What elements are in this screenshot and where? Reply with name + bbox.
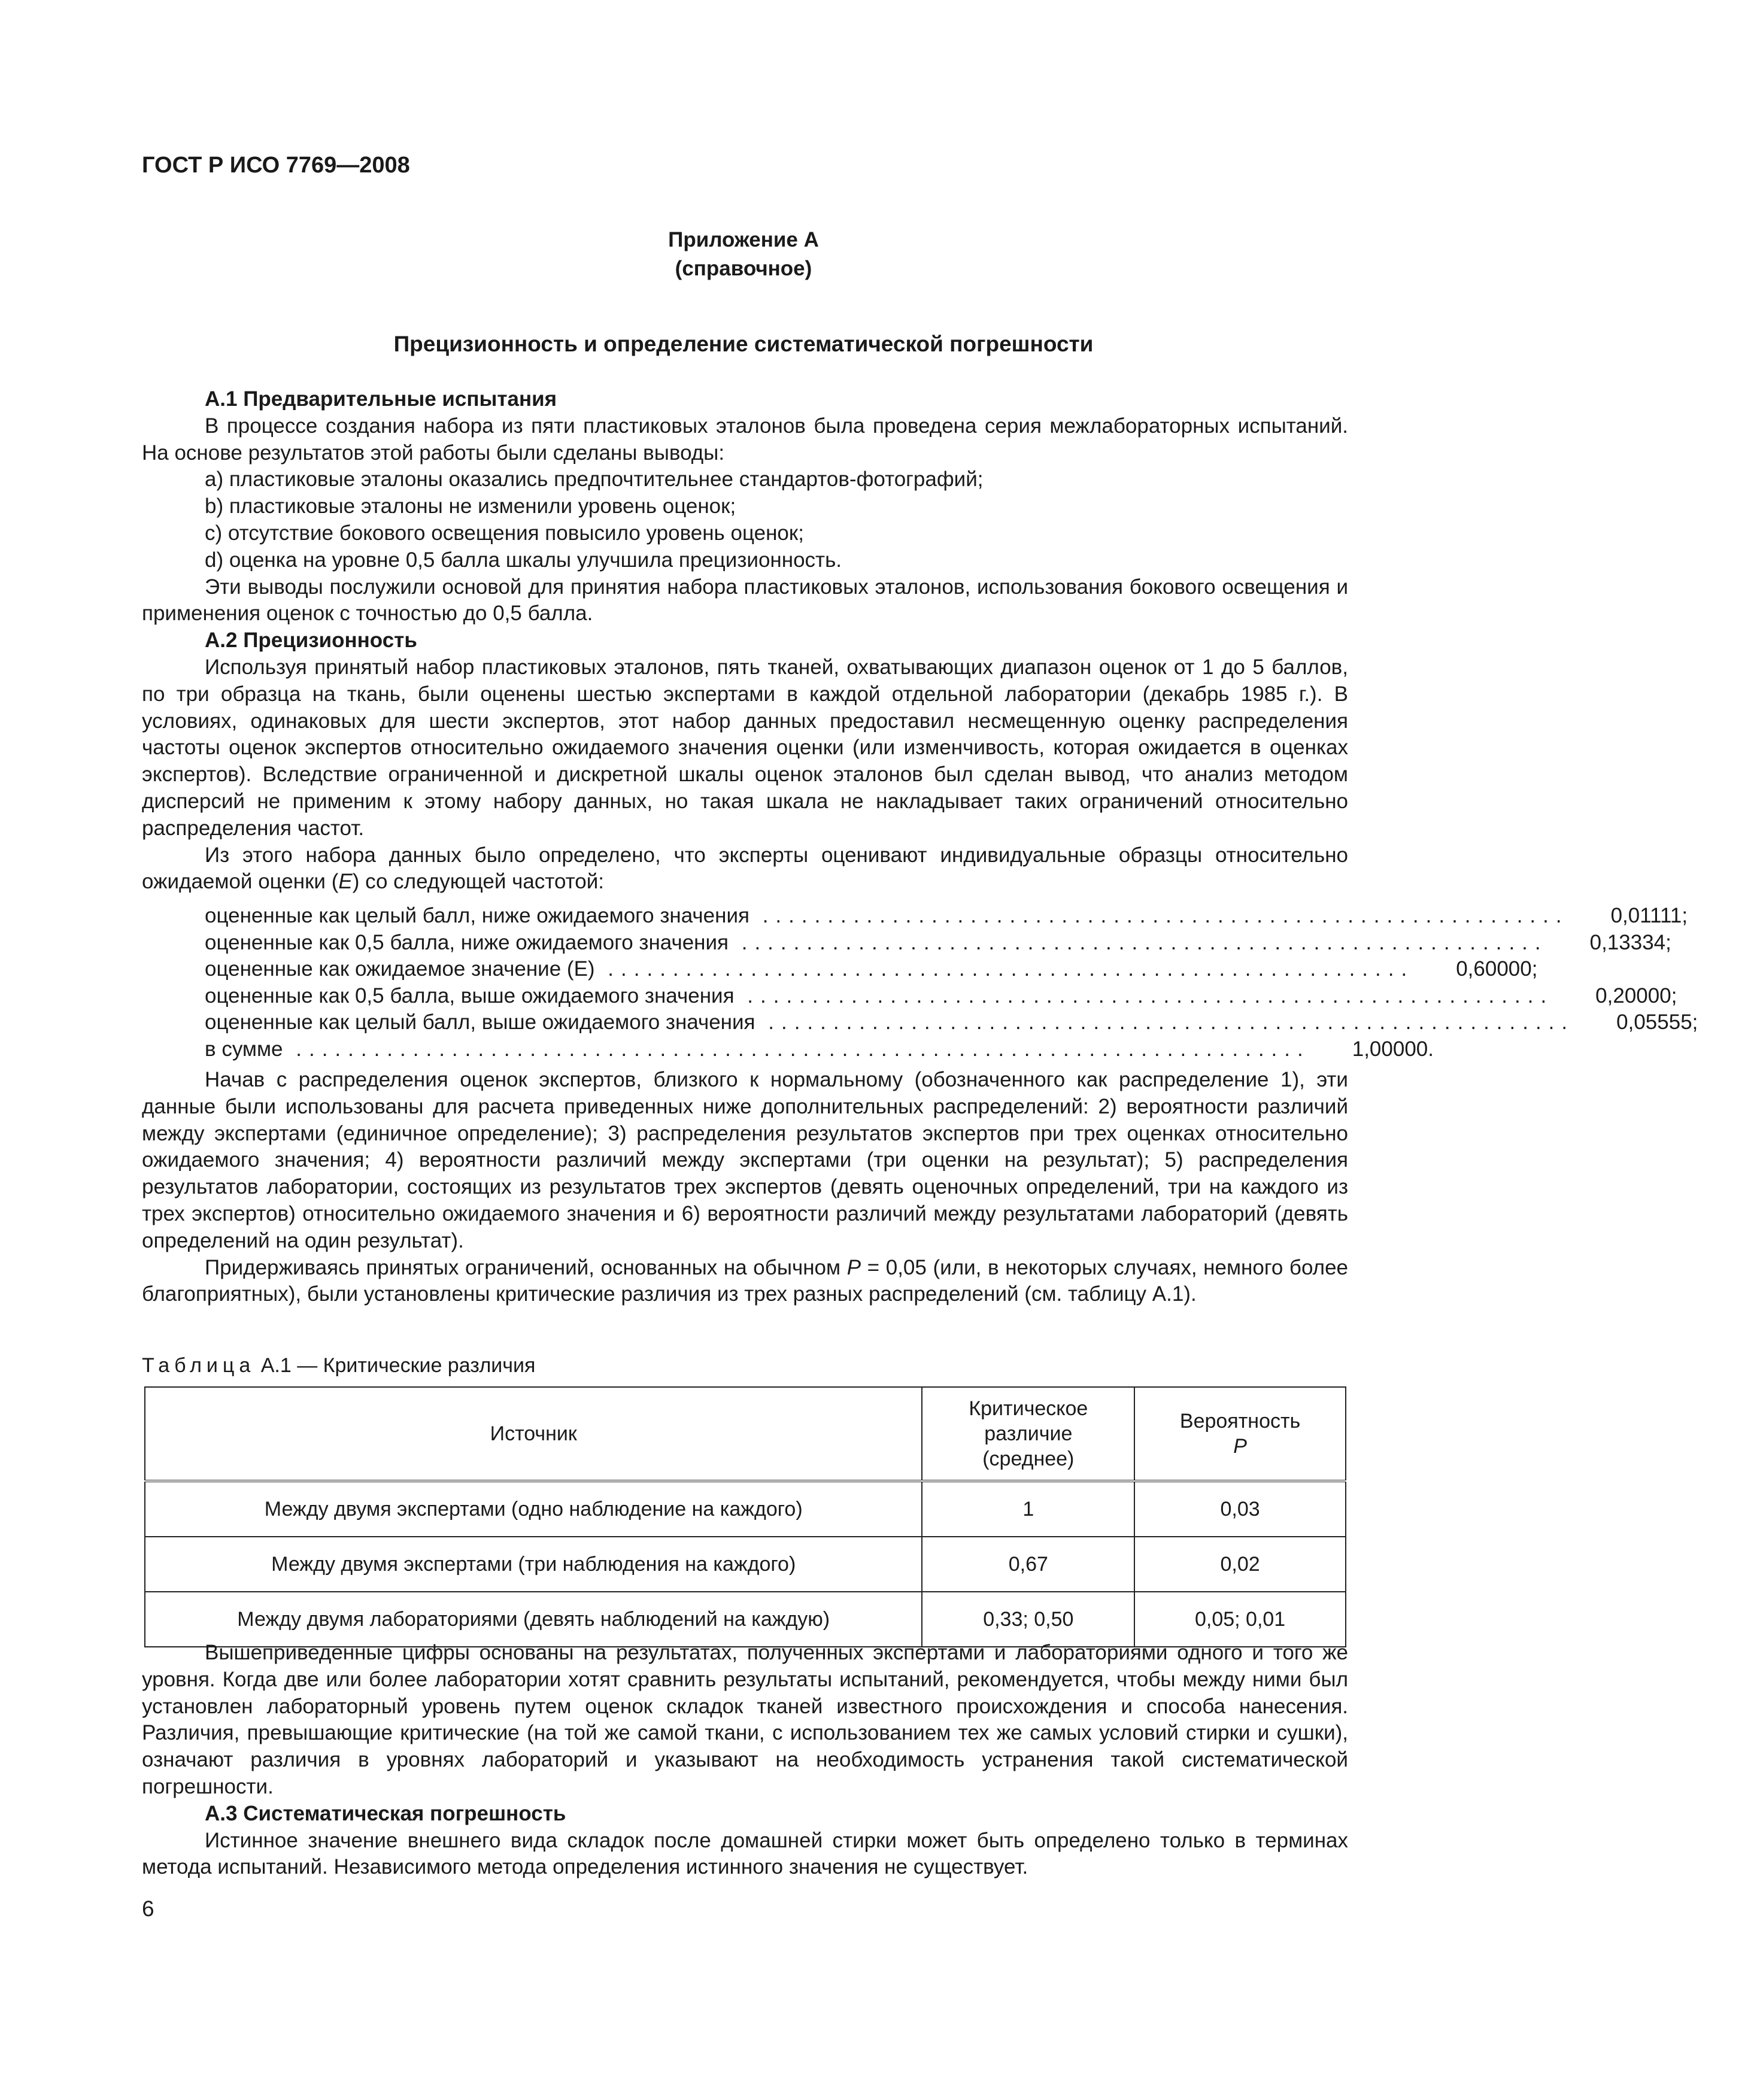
list-item bbox=[205, 1036, 1434, 1063]
annex-heading bbox=[142, 226, 1345, 283]
caption-title: А.1 — Критические различия bbox=[255, 1354, 536, 1377]
header-diff-line: различие bbox=[984, 1422, 1073, 1445]
table-caption bbox=[142, 1354, 535, 1377]
section-a3-text: Истинное значение внешнего вида складок после домашней стирки может быть определено только в терминах метода испытаний. Независимого метода определения истинного значения не существует. bbox=[142, 1828, 1348, 1879]
body-block-1 bbox=[142, 386, 1348, 896]
frequency-label: оцененные как 0,5 балла, ниже ожидаемого значения bbox=[205, 930, 729, 954]
after-table-text: Вышеприведенные цифры основаны на результатах, полученных экспертами и лабораториями одного и того же уровня. Когда две или более лаборатории хотят сравнить результаты испытаний, рекомендуется, чтобы между ними был установлен лабораторный уровень путем оценок складок тканей известного происхождения и способа нанесения. Различия, превышающие критические (на той же самой ткани, с использованием тех же самых условий стирки и сушки), означают различия в уровнях лабораторий и указывают на необходимость устранения такой систематической погрешности. bbox=[142, 1641, 1348, 1798]
body-block-2 bbox=[142, 1067, 1348, 1308]
list-item bbox=[205, 956, 1538, 983]
list-item bbox=[205, 903, 1688, 930]
frequency-value: 0,05555; bbox=[1616, 1010, 1698, 1034]
list-item bbox=[205, 1009, 1698, 1036]
frequency-label: в сумме bbox=[205, 1037, 283, 1061]
cell-diff: 0,33; 0,50 bbox=[922, 1592, 1134, 1647]
header-diff-line: (среднее) bbox=[982, 1447, 1075, 1470]
main-title: Прецизионность и определение систематической погрешности bbox=[393, 332, 1094, 356]
frequency-label: оцененные как целый балл, выше ожидаемого значения bbox=[205, 1010, 755, 1034]
dot-leader: .............................................................................. bbox=[283, 1037, 1310, 1061]
table-row bbox=[145, 1537, 1346, 1592]
header-prob-line: Вероятность bbox=[1179, 1410, 1301, 1433]
table-row bbox=[145, 1592, 1346, 1647]
symbol-p: Р bbox=[1233, 1435, 1247, 1458]
header-prob-symbol bbox=[1136, 1434, 1345, 1459]
cell-source: Между двумя экспертами (три наблюдения на каждого) bbox=[145, 1537, 922, 1592]
list-item: b) пластиковые эталоны не изменили уровень оценок; bbox=[205, 494, 736, 518]
frequency-label: оцененные как целый балл, ниже ожидаемого значения bbox=[205, 904, 749, 927]
frequency-value: 0,01111; bbox=[1610, 904, 1688, 927]
frequency-list bbox=[205, 903, 1698, 1063]
para4-text-b: = 0,05 (или, в некоторых случаях, немного более благоприятных), были установлены критические различия из трех разных распределений (см. таблицу А.1). bbox=[142, 1255, 1349, 1306]
list-item: а) пластиковые эталоны оказались предпочтительнее стандартов-фотографий; bbox=[205, 468, 984, 491]
para4-text-a: Придерживаясь принятых ограничений, основанных на обычном bbox=[205, 1255, 847, 1279]
dot-leader: .............................................................. bbox=[755, 1010, 1575, 1034]
section-a2-para3: Начав с распределения оценок экспертов, близкого к нормальному (обозначенного как распределение 1), эти данные были использованы для расчета приведенных ниже дополнительных распределений: 2) вероятности различий между экспертами (единичное определение); 3) распределения результатов экспертов при трех оценках относительно ожидаемого значения; 4) вероятности различий между экспертами (три оценки на результат); 5) распределения результатов лаборатории, состоящих из результатов трех экспертов (девять оценочных определений, три на каждого из трех экспертов) относительно ожидаемого значения и 6) вероятности различий между результатами лабораторий (девять определений на один результат). bbox=[142, 1068, 1348, 1252]
list-item: d) оценка на уровне 0,5 балла шкалы улучшила прецизионность. bbox=[205, 548, 842, 572]
dot-leader: .............................................................. bbox=[729, 930, 1548, 954]
section-a1-intro: В процессе создания набора из пяти пластиковых эталонов была проведена серия межлабораторных испытаний. На основе результатов этой работы были сделаны выводы: bbox=[142, 414, 1348, 465]
annex-title: Приложение А bbox=[668, 228, 819, 251]
header-probability bbox=[1134, 1387, 1346, 1481]
cell-source: Между двумя лабораториями (девять наблюдений на каждую) bbox=[145, 1592, 922, 1647]
page-number: 6 bbox=[142, 1896, 154, 1921]
section-a3-heading: А.3 Систематическая погрешность bbox=[205, 1801, 566, 1825]
header-diff-line: Критическое bbox=[969, 1397, 1088, 1420]
dot-leader: .............................................................. bbox=[734, 984, 1554, 1007]
cell-prob: 0,05; 0,01 bbox=[1134, 1592, 1346, 1647]
dot-leader: .............................................................. bbox=[594, 957, 1415, 981]
cell-diff: 1 bbox=[922, 1481, 1134, 1537]
list-item bbox=[205, 983, 1677, 1010]
dot-leader: .............................................................. bbox=[749, 904, 1569, 927]
frequency-value: 0,60000; bbox=[1456, 957, 1538, 981]
document-id: ГОСТ Р ИСО 7769—2008 bbox=[142, 153, 410, 178]
para2-text-b: ) со следующей частотой: bbox=[352, 870, 605, 894]
caption-prefix: Таблица bbox=[142, 1354, 256, 1377]
frequency-label: оцененные как ожидаемое значение (Е) bbox=[205, 957, 595, 981]
list-item: c) отсутствие бокового освещения повысило уровень оценок; bbox=[205, 521, 804, 545]
frequency-value: 1,00000. bbox=[1352, 1037, 1434, 1061]
annex-subtitle: (справочное) bbox=[675, 257, 812, 280]
body-block-3 bbox=[142, 1640, 1348, 1881]
header-critical-difference bbox=[922, 1387, 1134, 1481]
cell-source: Между двумя экспертами (одно наблюдение на каждого) bbox=[145, 1481, 922, 1537]
cell-prob: 0,03 bbox=[1134, 1481, 1346, 1537]
section-a1-conclusion: Эти выводы послужили основой для принятия набора пластиковых эталонов, использования бокового освещения и применения оценок с точностью до 0,5 балла. bbox=[142, 575, 1348, 626]
table-header-row bbox=[145, 1387, 1346, 1481]
section-a2-para4 bbox=[142, 1255, 1348, 1309]
section-a2-heading: А.2 Прецизионность bbox=[205, 629, 417, 653]
para2-text-a: Из этого набора данных было определено, что эксперты оценивают индивидуальные образцы относительно ожидаемой оценки ( bbox=[142, 843, 1348, 894]
cell-prob: 0,02 bbox=[1134, 1537, 1346, 1592]
symbol-p: Р bbox=[846, 1255, 861, 1279]
symbol-e: Е bbox=[338, 870, 353, 894]
section-a2-para2 bbox=[142, 842, 1348, 896]
section-a2-para1: Используя принятый набор пластиковых эталонов, пять тканей, охватывающих диапазон оценок от 1 до 5 баллов, по три образца на ткань, были оценены шестью экспертами в каждой отдельной лаборатории (декабрь 1985 г.). В условиях, одинаковых для шести экспертов, этот набор данных предоставил несмещенную оценку распределения частоты оценок экспертов относительно ожидаемого значения оценки (или изменчивость, которая ожидается в оценках экспертов). Вследствие ограниченной и дискретной шкалы оценок эталонов был сделан вывод, что анализ методом дисперсий не применим к этому набору данных, но такая шкала не накладывает таких ограничений относительно распределения частот. bbox=[142, 655, 1348, 840]
section-a1-heading: А.1 Предварительные испытания bbox=[205, 387, 557, 411]
frequency-label: оцененные как 0,5 балла, выше ожидаемого значения bbox=[205, 984, 735, 1007]
cell-diff: 0,67 bbox=[922, 1537, 1134, 1592]
header-source: Источник bbox=[145, 1387, 922, 1481]
frequency-value: 0,13334; bbox=[1589, 930, 1671, 954]
critical-differences-table bbox=[144, 1386, 1346, 1647]
table-row bbox=[145, 1481, 1346, 1537]
list-item bbox=[205, 930, 1671, 957]
frequency-value: 0,20000; bbox=[1595, 984, 1677, 1007]
